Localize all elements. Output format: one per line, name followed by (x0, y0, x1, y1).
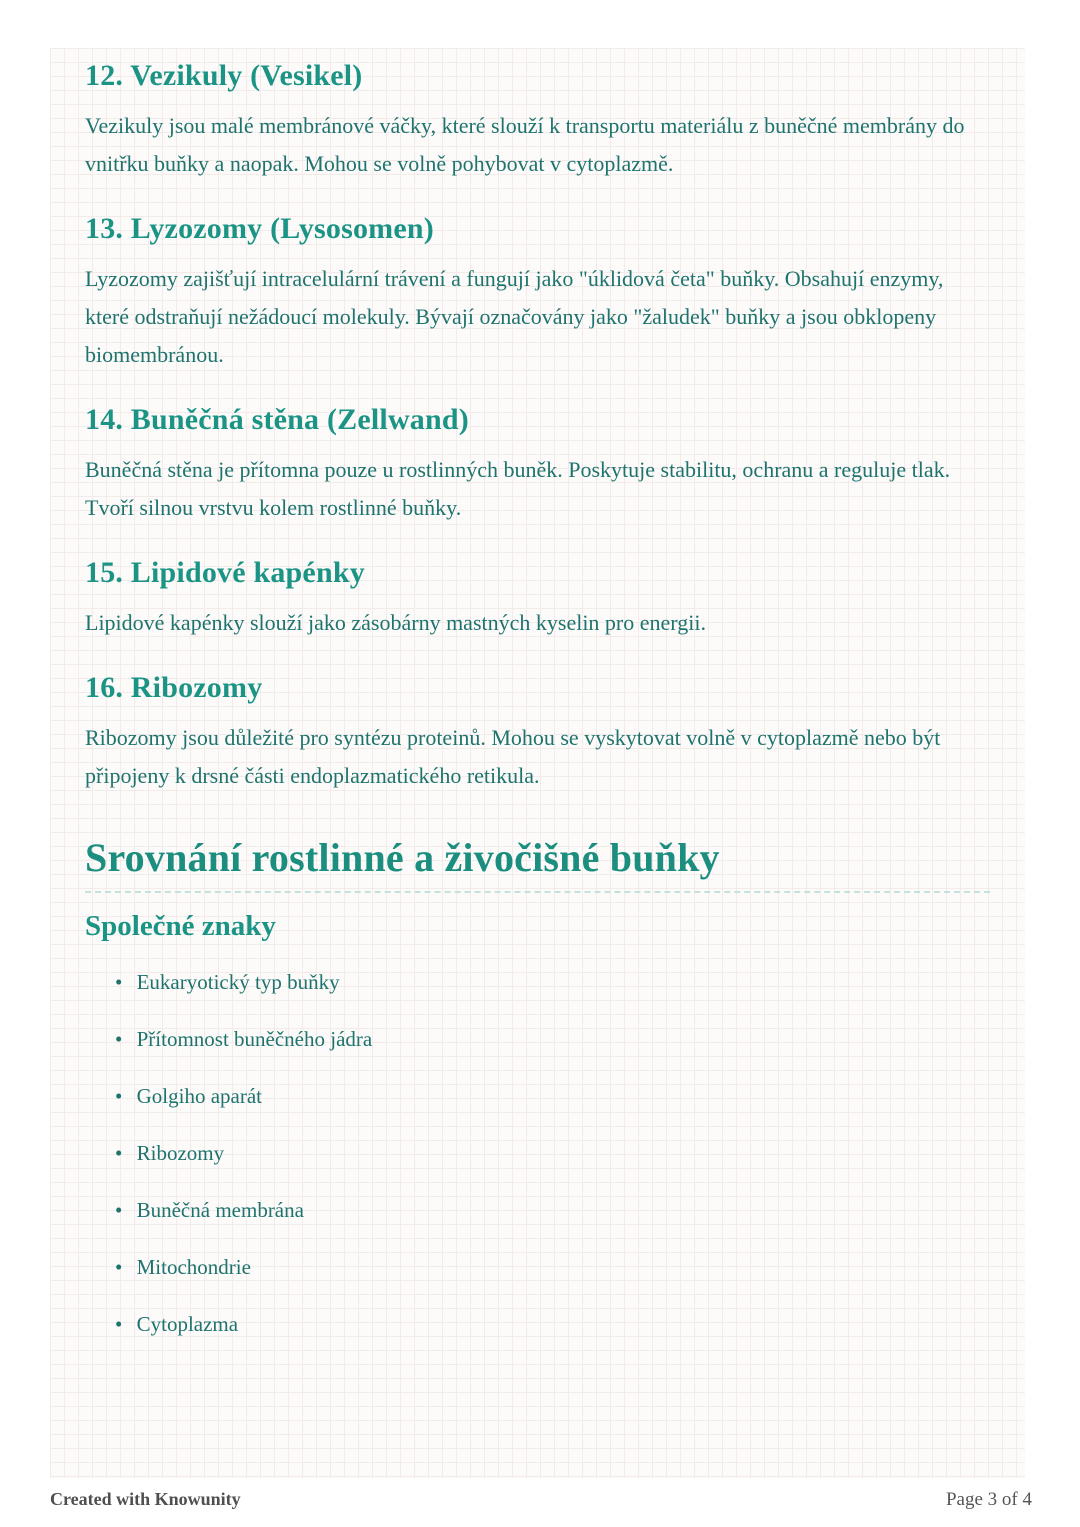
document-section (85, 555, 990, 642)
list-item-text: Buněčná membrána (136, 1198, 304, 1222)
list-item-text: Cytoplazma (136, 1312, 239, 1336)
list-item-text: Eukaryotický typ buňky (136, 970, 340, 994)
list-item-text: Přítomnost buněčného jádra (136, 1027, 373, 1051)
bullet-dot-icon: • (115, 970, 123, 994)
list-item (115, 1140, 990, 1166)
bullet-dot-icon: • (115, 1141, 123, 1165)
document-section (85, 58, 990, 183)
page-footer (50, 1489, 1032, 1511)
bullet-dot-icon: • (115, 1198, 123, 1222)
list-item-text: Golgiho aparát (136, 1084, 262, 1108)
document-section (85, 670, 990, 795)
section-heading: 15. Lipidové kapénky (85, 556, 365, 589)
section-paragraph: Ribozomy jsou důležité pro syntézu proteinů. Mohou se vyskytovat volně v cytoplazmě nebo být připojeny k drsné části endoplazmatického retikula. (85, 725, 941, 788)
list-item (115, 1254, 990, 1280)
common-features-heading: Společné znaky (85, 910, 276, 942)
list-item (115, 1083, 990, 1109)
section-paragraph: Vezikuly jsou malé membránové váčky, které slouží k transportu materiálu z buněčné membrány do vnitřku buňky a naopak. Mohou se volně pohybovat v cytoplazmě. (85, 113, 965, 176)
section-heading: 13. Lyzozomy (Lysosomen) (85, 212, 434, 245)
list-item (115, 1026, 990, 1052)
list-item (115, 1197, 990, 1223)
section-paragraph: Lyzozomy zajišťují intracelulární trávení a fungují jako "úklidová četa" buňky. Obsahují enzymy, které odstraňují nežádoucí molekuly. Bývají označovány jako "žaludek" buňky a jsou obklopeny biomembránou. (85, 266, 944, 367)
comparison-title: Srovnání rostlinné a živočišné buňky (85, 835, 990, 893)
bullet-dot-icon: • (115, 1027, 123, 1051)
bullet-dot-icon: • (115, 1084, 123, 1108)
section-heading: 16. Ribozomy (85, 671, 263, 704)
section-paragraph: Lipidové kapénky slouží jako zásobárny mastných kyselin pro energii. (85, 610, 706, 635)
list-item-text: Ribozomy (136, 1141, 225, 1165)
section-paragraph: Buněčná stěna je přítomna pouze u rostlinných buněk. Poskytuje stabilitu, ochranu a reguluje tlak. Tvoří silnou vrstvu kolem rostlinné buňky. (85, 457, 951, 520)
grid-paper-sheet (50, 48, 1025, 1478)
list-item (115, 1311, 990, 1337)
bullet-dot-icon: • (115, 1312, 123, 1336)
footer-page-number: Page 3 of 4 (945, 1489, 1032, 1510)
list-item (115, 969, 990, 995)
list-item-text: Mitochondrie (136, 1255, 251, 1279)
document-section (85, 402, 990, 527)
section-heading: 12. Vezikuly (Vesikel) (85, 59, 363, 92)
common-features-list (85, 969, 990, 1337)
section-heading: 14. Buněčná stěna (Zellwand) (85, 403, 469, 436)
organelle-sections (85, 58, 990, 795)
document-section (85, 211, 990, 374)
bullet-dot-icon: • (115, 1255, 123, 1279)
footer-credit: Created with Knowunity (50, 1489, 241, 1509)
